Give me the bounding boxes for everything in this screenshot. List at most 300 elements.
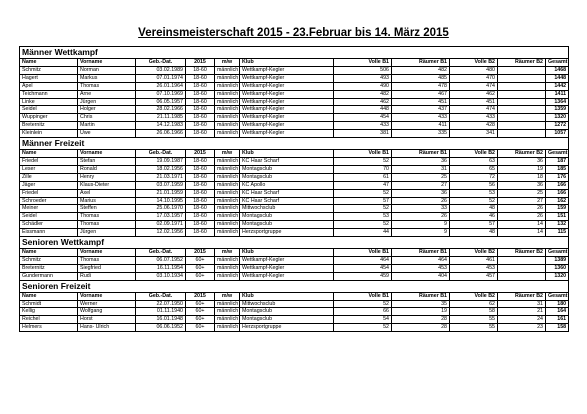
table-cell: 47 xyxy=(334,181,392,189)
table-cell xyxy=(498,90,546,98)
table-cell: männlich xyxy=(215,173,240,181)
table-cell: Reichel xyxy=(20,316,78,324)
table-cell xyxy=(498,82,546,90)
table-cell: männlich xyxy=(215,130,240,138)
table-cell: 27 xyxy=(498,197,546,205)
table-cell xyxy=(498,272,546,280)
table-cell: 55 xyxy=(450,324,498,332)
table-cell: Apel xyxy=(20,82,78,90)
section-title: Senioren Wettkampf xyxy=(20,237,569,249)
table-cell: Teichmann xyxy=(20,90,78,98)
table-row xyxy=(20,157,569,165)
table-cell: 341 xyxy=(450,130,498,138)
table-cell: Leser xyxy=(20,165,78,173)
table-cell: 457 xyxy=(450,272,498,280)
table-cell: 18-60 xyxy=(186,74,215,82)
table-row xyxy=(20,300,569,308)
table-row xyxy=(20,82,569,90)
table-cell: 56 xyxy=(450,181,498,189)
table-cell: Schmitz xyxy=(20,256,78,264)
table-cell: Holger xyxy=(78,106,136,114)
table-cell: 03.07.1959 xyxy=(136,181,186,189)
table-cell: Wuppinger xyxy=(20,114,78,122)
table-cell: 02.09.1971 xyxy=(136,221,186,229)
table-cell: 70 xyxy=(334,165,392,173)
column-header: Vorname xyxy=(78,150,136,158)
table-cell: 381 xyxy=(334,130,392,138)
column-header: 2015 xyxy=(186,249,215,257)
table-cell: Wettkampf-Kegler xyxy=(240,66,334,74)
column-header: Name xyxy=(20,59,78,67)
table-row xyxy=(20,256,569,264)
column-header: Räumer B2 xyxy=(498,249,546,257)
table-cell: 462 xyxy=(450,90,498,98)
table-cell: 03.02.1989 xyxy=(136,66,186,74)
table-row xyxy=(20,272,569,280)
table-cell xyxy=(498,122,546,130)
column-header: Name xyxy=(20,249,78,257)
table-cell: Gundermann xyxy=(20,272,78,280)
table-cell: 14 xyxy=(498,221,546,229)
table-cell: 07.10.1969 xyxy=(136,90,186,98)
table-cell: 07.01.1974 xyxy=(136,74,186,82)
column-header: Volle B1 xyxy=(334,292,392,300)
table-cell: männlich xyxy=(215,181,240,189)
table-cell xyxy=(498,74,546,82)
table-cell: 52 xyxy=(334,221,392,229)
table-cell: Ronald xyxy=(78,165,136,173)
table-cell: 26.06.1966 xyxy=(136,130,186,138)
table-cell: 19 xyxy=(392,308,450,316)
table-cell: 18.02.1956 xyxy=(136,165,186,173)
section-header xyxy=(20,138,569,150)
table-cell: männlich xyxy=(215,122,240,130)
table-cell: 159 xyxy=(546,205,569,213)
table-cell: Wettkampf-Kegler xyxy=(240,82,334,90)
table-cell: 448 xyxy=(334,106,392,114)
table-cell: 57 xyxy=(450,221,498,229)
table-cell: 26 xyxy=(392,213,450,221)
table-cell: 1411 xyxy=(546,90,569,98)
table-cell xyxy=(498,66,546,74)
column-header-row xyxy=(20,59,569,67)
column-header: Räumer B1 xyxy=(392,150,450,158)
table-cell: Thomas xyxy=(78,256,136,264)
table-cell: 21 xyxy=(498,308,546,316)
table-cell: 433 xyxy=(334,122,392,130)
table-cell: männlich xyxy=(215,114,240,122)
table-cell: 1057 xyxy=(546,130,569,138)
column-header: Gesamt xyxy=(546,150,569,158)
table-cell: Eissmann xyxy=(20,229,78,237)
table-cell: Arne xyxy=(78,90,136,98)
table-cell: männlich xyxy=(215,221,240,229)
table-cell: 470 xyxy=(450,74,498,82)
table-cell: 176 xyxy=(546,173,569,181)
table-cell: 18-60 xyxy=(186,229,215,237)
table-cell: Jürgen xyxy=(78,229,136,237)
table-cell: männlich xyxy=(215,197,240,205)
table-cell: 60+ xyxy=(186,308,215,316)
column-header: Volle B2 xyxy=(450,150,498,158)
section-header xyxy=(20,47,569,59)
column-header: m/w xyxy=(215,150,240,158)
table-cell: 187 xyxy=(546,157,569,165)
table-cell: 493 xyxy=(334,74,392,82)
table-cell: Schädler xyxy=(20,221,78,229)
table-cell: Henry xyxy=(78,173,136,181)
table-cell: männlich xyxy=(215,189,240,197)
table-cell: 18-60 xyxy=(186,106,215,114)
table-row xyxy=(20,173,569,181)
table-cell: Herzsportgruppe xyxy=(240,229,334,237)
table-cell: KC Apollo xyxy=(240,181,334,189)
column-header: Volle B1 xyxy=(334,249,392,257)
table-cell: Wettkampf-Kegler xyxy=(240,264,334,272)
table-cell: 480 xyxy=(450,66,498,74)
table-cell: 1389 xyxy=(546,256,569,264)
table-cell: 453 xyxy=(450,264,498,272)
table-cell: 06.05.1957 xyxy=(136,98,186,106)
table-row xyxy=(20,90,569,98)
table-row xyxy=(20,106,569,114)
table-cell: 18-60 xyxy=(186,181,215,189)
table-row xyxy=(20,197,569,205)
table-row xyxy=(20,122,569,130)
table-cell xyxy=(498,114,546,122)
table-cell: 485 xyxy=(392,74,450,82)
table-cell: 60+ xyxy=(186,256,215,264)
section-title: Senioren Freizeit xyxy=(20,280,569,292)
table-cell: 464 xyxy=(392,256,450,264)
table-cell: 18-60 xyxy=(186,189,215,197)
table-cell: 61 xyxy=(334,173,392,181)
table-cell: 52 xyxy=(334,157,392,165)
table-cell: Kleinlein xyxy=(20,130,78,138)
table-cell: Chris xyxy=(78,114,136,122)
table-cell: Wettkampf-Kegler xyxy=(240,130,334,138)
table-row xyxy=(20,308,569,316)
table-cell: Seidel xyxy=(20,106,78,114)
column-header: Vorname xyxy=(78,59,136,67)
table-cell: Wettkampf-Kegler xyxy=(240,98,334,106)
table-cell: 52 xyxy=(334,324,392,332)
table-cell: 151 xyxy=(546,213,569,221)
table-cell: 57 xyxy=(334,197,392,205)
table-cell: 462 xyxy=(334,98,392,106)
table-cell: Montagsclub xyxy=(240,221,334,229)
table-cell xyxy=(498,264,546,272)
table-cell: Breternitz xyxy=(20,122,78,130)
table-cell: männlich xyxy=(215,213,240,221)
table-cell: 9 xyxy=(392,229,450,237)
table-row xyxy=(20,66,569,74)
table-cell: Herzsportgruppe xyxy=(240,324,334,332)
column-header: Räumer B1 xyxy=(392,59,450,67)
table-cell: 454 xyxy=(334,114,392,122)
table-cell: KC Haar Scharf xyxy=(240,189,334,197)
table-cell: 461 xyxy=(450,256,498,264)
column-header: Volle B2 xyxy=(450,292,498,300)
table-cell: 62 xyxy=(450,300,498,308)
table-cell: Stefan xyxy=(78,157,136,165)
table-cell: 60+ xyxy=(186,300,215,308)
table-cell: 404 xyxy=(392,272,450,280)
table-row xyxy=(20,165,569,173)
table-cell xyxy=(498,106,546,114)
table-cell: 16.01.1948 xyxy=(136,316,186,324)
table-cell: 474 xyxy=(450,82,498,90)
table-cell: Marius xyxy=(78,197,136,205)
column-header: 2015 xyxy=(186,59,215,67)
table-cell: Kellig xyxy=(20,308,78,316)
column-header: Vorname xyxy=(78,249,136,257)
table-cell: männlich xyxy=(215,66,240,74)
table-cell: Hans- Ulrich xyxy=(78,324,136,332)
table-cell: Thomas xyxy=(78,213,136,221)
table-cell: männlich xyxy=(215,74,240,82)
table-cell: Helmers xyxy=(20,324,78,332)
table-cell: 132 xyxy=(546,221,569,229)
table-cell: 31 xyxy=(392,165,450,173)
table-cell: 26 xyxy=(498,205,546,213)
table-cell: 490 xyxy=(334,82,392,90)
table-cell: 33 xyxy=(392,205,450,213)
table-cell: 18-60 xyxy=(186,66,215,74)
table-cell: 14 xyxy=(498,229,546,237)
table-cell: 18-60 xyxy=(186,157,215,165)
column-header-row xyxy=(20,292,569,300)
table-cell: Klaus-Dieter xyxy=(78,181,136,189)
table-cell: 28 xyxy=(392,324,450,332)
table-row xyxy=(20,130,569,138)
table-cell: Wettkampf-Kegler xyxy=(240,272,334,280)
table-row xyxy=(20,213,569,221)
table-cell: Rudi xyxy=(78,272,136,280)
table-cell: Schmidt xyxy=(20,300,78,308)
table-cell: 18-60 xyxy=(186,130,215,138)
column-header: Vorname xyxy=(78,292,136,300)
table-cell: Zille xyxy=(20,173,78,181)
table-cell: 9 xyxy=(392,221,450,229)
table-cell: Thomas xyxy=(78,221,136,229)
column-header: m/w xyxy=(215,59,240,67)
table-cell: Jürgen xyxy=(78,98,136,106)
table-cell: 35 xyxy=(392,300,450,308)
table-cell: 1320 xyxy=(546,114,569,122)
table-row xyxy=(20,181,569,189)
table-cell: männlich xyxy=(215,300,240,308)
table-cell: KC Haar Scharf xyxy=(240,197,334,205)
table-cell: 55 xyxy=(450,316,498,324)
table-cell: 411 xyxy=(392,122,450,130)
column-header: Gesamt xyxy=(546,249,569,257)
table-cell: männlich xyxy=(215,205,240,213)
table-cell: männlich xyxy=(215,82,240,90)
table-cell: 453 xyxy=(392,264,450,272)
table-cell: männlich xyxy=(215,324,240,332)
table-cell: Werner xyxy=(78,300,136,308)
table-cell: 12.02.1956 xyxy=(136,229,186,237)
table-cell: 22.07.1950 xyxy=(136,300,186,308)
table-cell: Wolfgang xyxy=(78,308,136,316)
table-cell: 18-60 xyxy=(186,165,215,173)
column-header: Geb.-Dat. xyxy=(136,150,186,158)
table-cell: 451 xyxy=(392,98,450,106)
table-cell: Wettkampf-Kegler xyxy=(240,106,334,114)
table-cell: 1442 xyxy=(546,82,569,90)
table-cell: männlich xyxy=(215,157,240,165)
column-header: Räumer B1 xyxy=(392,249,450,257)
table-cell: Montagsclub xyxy=(240,213,334,221)
column-header: Name xyxy=(20,150,78,158)
table-cell: 18-60 xyxy=(186,221,215,229)
table-cell: 18 xyxy=(498,173,546,181)
table-cell: 158 xyxy=(546,324,569,332)
table-cell: 01.11.1940 xyxy=(136,308,186,316)
table-cell: männlich xyxy=(215,264,240,272)
table-cell: Friedel xyxy=(20,157,78,165)
table-cell: 18-60 xyxy=(186,90,215,98)
table-cell: 53 xyxy=(450,189,498,197)
column-header: Volle B2 xyxy=(450,249,498,257)
table-cell: 46 xyxy=(450,213,498,221)
table-cell: 54 xyxy=(334,316,392,324)
table-cell: Wettkampf-Kegler xyxy=(240,114,334,122)
table-cell: 164 xyxy=(546,308,569,316)
table-row xyxy=(20,221,569,229)
table-cell: männlich xyxy=(215,229,240,237)
table-cell: Schmitz xyxy=(20,66,78,74)
column-header: 2015 xyxy=(186,150,215,158)
table-cell: 14.12.1983 xyxy=(136,122,186,130)
table-cell: 66 xyxy=(334,308,392,316)
table-cell: 44 xyxy=(334,229,392,237)
table-cell: 459 xyxy=(334,272,392,280)
table-cell: Horst xyxy=(78,316,136,324)
table-cell: 464 xyxy=(334,256,392,264)
table-cell: 474 xyxy=(450,106,498,114)
table-cell: 433 xyxy=(392,114,450,122)
table-cell: 18-60 xyxy=(186,213,215,221)
table-cell: 14.10.1995 xyxy=(136,197,186,205)
table-cell: Axel xyxy=(78,189,136,197)
column-header: Klub xyxy=(240,292,334,300)
table-cell: 433 xyxy=(450,114,498,122)
section-title: Männer Wettkampf xyxy=(20,47,569,59)
column-header: Volle B1 xyxy=(334,150,392,158)
table-cell: 23 xyxy=(498,324,546,332)
table-cell: Wettkampf-Kegler xyxy=(240,122,334,130)
table-cell: 36 xyxy=(392,157,450,165)
table-cell: 27 xyxy=(392,181,450,189)
table-cell: 1448 xyxy=(546,74,569,82)
table-cell: 478 xyxy=(392,82,450,90)
table-cell: männlich xyxy=(215,308,240,316)
table-cell: 180 xyxy=(546,300,569,308)
section-header xyxy=(20,237,569,249)
table-cell: männlich xyxy=(215,256,240,264)
table-cell: 428 xyxy=(450,122,498,130)
table-cell: Montagsclub xyxy=(240,173,334,181)
table-cell: 18-60 xyxy=(186,122,215,130)
table-cell: 451 xyxy=(450,98,498,106)
table-row xyxy=(20,98,569,106)
table-cell: 52 xyxy=(334,205,392,213)
table-cell: 28 xyxy=(392,316,450,324)
table-cell: Montagsclub xyxy=(240,316,334,324)
section-title: Männer Freizeit xyxy=(20,138,569,150)
table-cell: Wettkampf-Kegler xyxy=(240,74,334,82)
table-cell: 24 xyxy=(498,316,546,324)
column-header: Gesamt xyxy=(546,292,569,300)
table-cell: 60+ xyxy=(186,264,215,272)
table-cell: 467 xyxy=(392,90,450,98)
table-cell: 58 xyxy=(450,308,498,316)
table-cell: 48 xyxy=(450,229,498,237)
table-cell: männlich xyxy=(215,90,240,98)
column-header: Geb.-Dat. xyxy=(136,292,186,300)
table-cell: 166 xyxy=(546,189,569,197)
results-table xyxy=(19,46,569,332)
table-cell: 36 xyxy=(498,157,546,165)
table-cell: 06.06.1952 xyxy=(136,324,186,332)
table-cell: 36 xyxy=(392,189,450,197)
column-header: Volle B1 xyxy=(334,59,392,67)
column-header: Klub xyxy=(240,59,334,67)
table-cell: 52 xyxy=(334,189,392,197)
column-header-row xyxy=(20,150,569,158)
table-cell: 185 xyxy=(546,165,569,173)
table-cell: 115 xyxy=(546,229,569,237)
table-cell: Mittwochsclub xyxy=(240,300,334,308)
table-cell: 25.06.1970 xyxy=(136,205,186,213)
table-cell: 60+ xyxy=(186,324,215,332)
table-cell: Mittwochsclub xyxy=(240,205,334,213)
table-cell: 53 xyxy=(334,213,392,221)
table-cell: 25 xyxy=(392,173,450,181)
column-header: Geb.-Dat. xyxy=(136,249,186,257)
table-cell xyxy=(498,98,546,106)
table-cell: 48 xyxy=(450,205,498,213)
column-header: Volle B2 xyxy=(450,59,498,67)
table-cell: 162 xyxy=(546,197,569,205)
table-cell: 72 xyxy=(450,173,498,181)
page-title: Vereinsmeisterschaft 2015 - 23.Februar bis 14. März 2015 xyxy=(138,27,449,39)
table-cell: 21.03.1971 xyxy=(136,173,186,181)
table-cell: 31 xyxy=(498,300,546,308)
table-cell: männlich xyxy=(215,316,240,324)
table-cell: Linke xyxy=(20,98,78,106)
table-cell: Steffen xyxy=(78,205,136,213)
table-cell: Schroeder xyxy=(20,197,78,205)
table-cell: KC Haar Scharf xyxy=(240,157,334,165)
table-cell: Hagert xyxy=(20,74,78,82)
table-cell: 18-60 xyxy=(186,173,215,181)
table-cell: 65 xyxy=(450,165,498,173)
table-cell: 1320 xyxy=(546,272,569,280)
table-row xyxy=(20,324,569,332)
table-cell: Friedel xyxy=(20,189,78,197)
table-cell: 1359 xyxy=(546,106,569,114)
column-header: Räumer B1 xyxy=(392,292,450,300)
table-cell: männlich xyxy=(215,165,240,173)
table-row xyxy=(20,74,569,82)
table-cell: 1364 xyxy=(546,98,569,106)
table-cell: 161 xyxy=(546,316,569,324)
table-cell: 166 xyxy=(546,181,569,189)
table-cell: Jäger xyxy=(20,181,78,189)
